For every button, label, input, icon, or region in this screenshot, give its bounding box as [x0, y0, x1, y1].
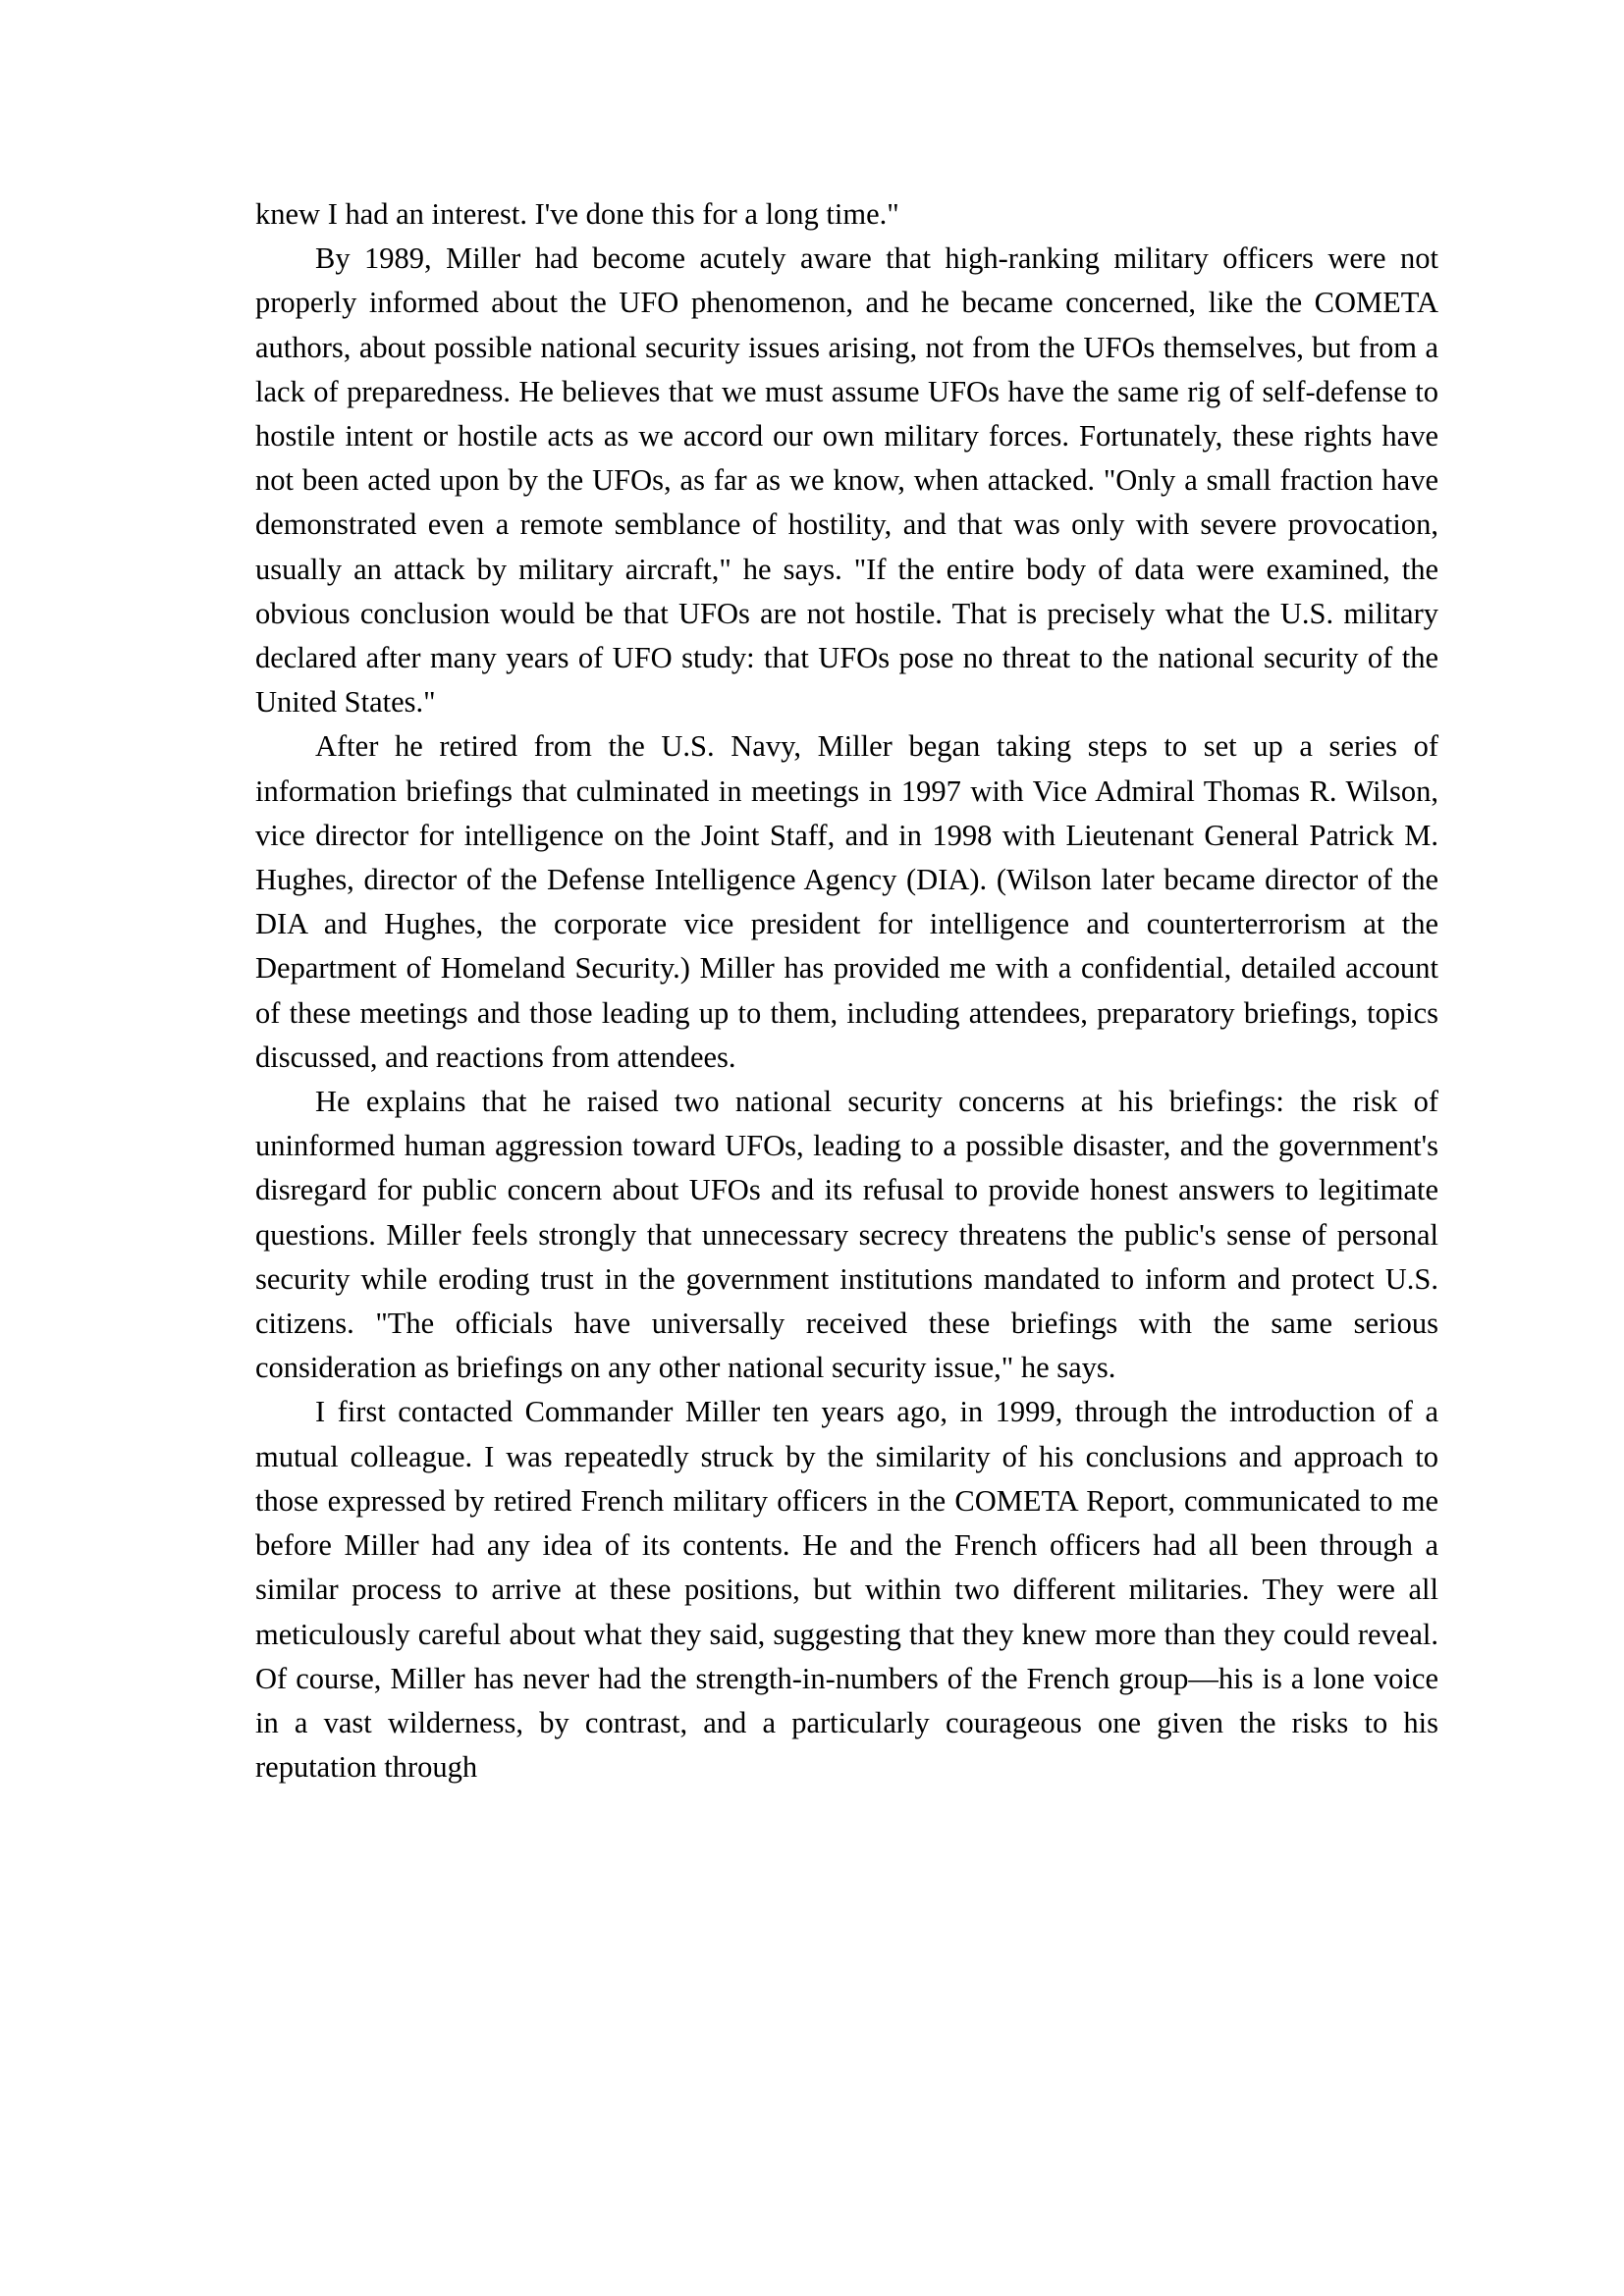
paragraph-navy-retirement-briefings: After he retired from the U.S. Navy, Miller began taking steps to set up a series of information briefings that culminated in meetings in 1997 with Vice Admiral Thomas R. Wilson, vice director for intelligence on the Joint Staff, and in 1998 with Lieutenant General Patrick M. Hughes, director of the Defense Intelligence Agency (DIA). (Wilson later became director of the DIA and Hughes, the corporate vice president for intelligence and counterterrorism at the Department of Homeland Security.) Miller has provided me with a confidential, detailed account of these meetings and those leading up to them, including attendees, preparatory briefings, topics discussed, and reactions from attendees. — [255, 729, 1438, 1074]
body-text-column — [255, 192, 1438, 1789]
paragraph-continuation: knew I had an interest. I've done this for a long time." — [255, 197, 899, 231]
paragraph-1989-miller-awareness: By 1989, Miller had become acutely aware that high-ranking military officers were not properly informed about the UFO phenomenon, and he became concerned, like the COMETA authors, about possible national security issues arising, not from the UFOs themselves, but from a lack of preparedness. He believes that we must assume UFOs have the same rig of self-defense to hostile intent or hostile acts as we accord our own military forces. Fortunately, these rights have not been acted upon by the UFOs, as far as we know, when attacked. "Only a small fraction have demonstrated even a remote semblance of hostility, and that was only with severe provocation, usually an attack by military aircraft," he says. "If the entire body of data were examined, the obvious conclusion would be that UFOs are not hostile. That is precisely what the U.S. military declared after many years of UFO study: that UFOs pose no threat to the national security of the United States." — [255, 241, 1438, 720]
paragraph-first-contact-1999: I first contacted Commander Miller ten years ago, in 1999, through the introduction of a mutual colleague. I was repeatedly struck by the similarity of his conclusions and approach to those expressed by retired French military officers in the COMETA Report, communicated to me before Miller had any idea of its contents. He and the French officers had all been through a similar process to arrive at these positions, but within two different militaries. They were all meticulously careful about what they said, suggesting that they knew more than they could reveal. Of course, Miller has never had the strength-in-numbers of the French group—his is a lone voice in a vast wilderness, by contrast, and a particularly courageous one given the risks to his reputation through — [255, 1395, 1438, 1785]
paragraph-national-security-concerns: He explains that he raised two national security concerns at his briefings: the risk of uninformed human aggression toward UFOs, leading to a possible disaster, and the government's disregard for public concern about UFOs and its refusal to provide honest answers to legitimate questions. Miller feels strongly that unnecessary secrecy threatens the public's sense of personal security while eroding trust in the government institutions mandated to inform and protect U.S. citizens. "The officials have universally received these briefings with the same serious consideration as briefings on any other national security issue," he says. — [255, 1085, 1438, 1385]
